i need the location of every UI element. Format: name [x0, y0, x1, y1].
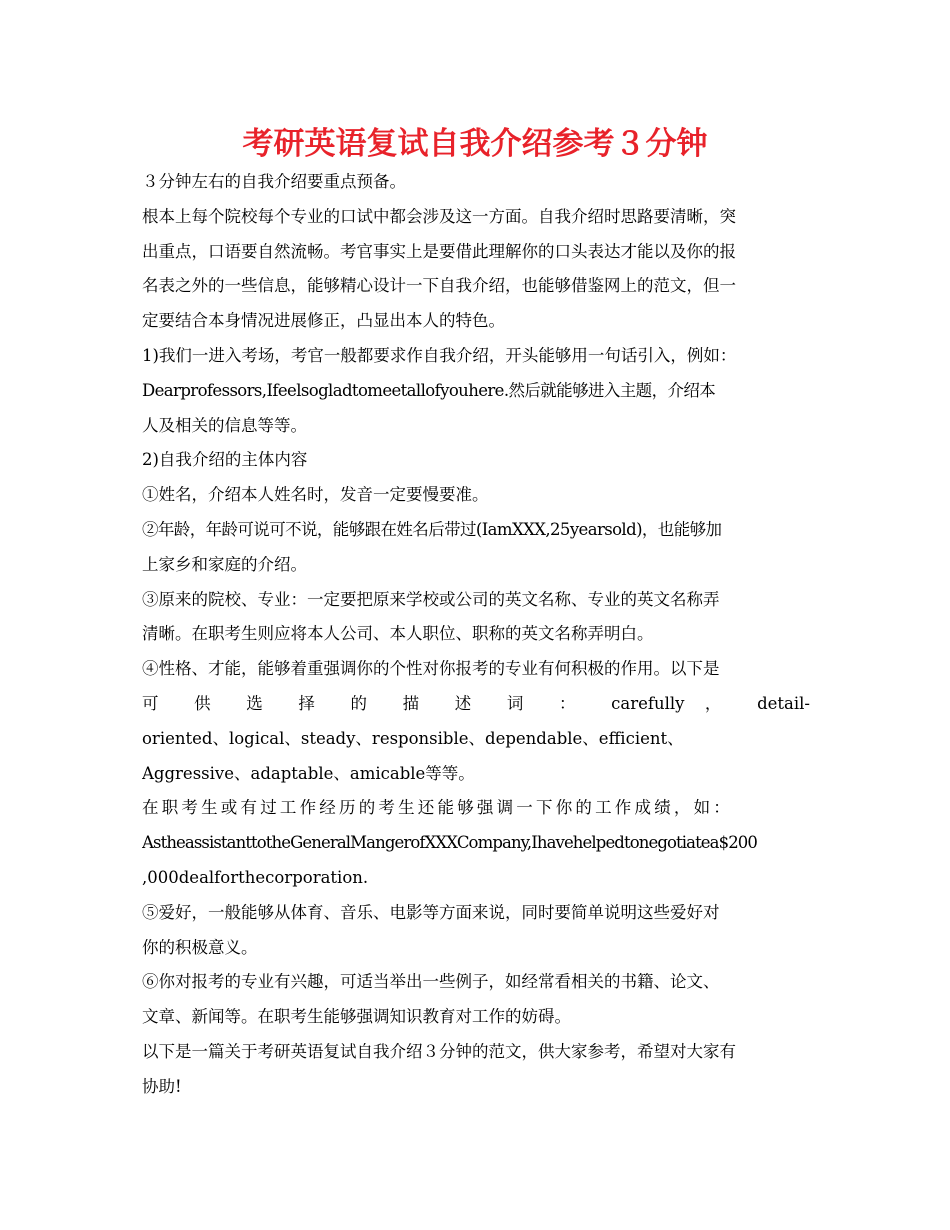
paragraph-line: 出重点，口语要自然流畅。考官事实上是要借此理解你的口头表达才能以及你的报: [142, 241, 736, 261]
paragraph-line: ①姓名，介绍本人姓名时，发音一定要慢要准。: [142, 485, 489, 505]
paragraph-line: 根本上每个院校每个专业的口试中都会涉及这一方面。自我介绍时思路要清晰，突: [142, 206, 736, 226]
paragraph-line: ④性格、才能，能够着重强调你的个性对你报考的专业有何积极的作用。以下是: [142, 659, 720, 679]
paragraph-line: 定要结合本身情况进展修正，凸显出本人的特色。: [142, 311, 505, 331]
paragraph-line: 人及相关的信息等等。: [142, 415, 307, 435]
document-body: [142, 165, 810, 1105]
paragraph-line: Aggressive、adaptable、amicable等等。: [142, 763, 475, 783]
paragraph-line: Dearprofessors,Ifeelsogladtomeetallofyouhere.然后就能够进入主题，介绍本: [142, 380, 716, 400]
paragraph-line: AstheassistanttotheGeneralMangerofXXXCompany,Ihavehelpedtonegotiatea$200: [142, 833, 757, 853]
paragraph-line: 文章、新闻等。在职考生能够强调知识教育对工作的妨碍。: [142, 1007, 571, 1027]
paragraph-line: 上家乡和家庭的介绍。: [142, 554, 307, 574]
paragraph-line: 以下是一篇关于考研英语复试自我介绍３分钟的范文，供大家参考，希望对大家有: [142, 1041, 736, 1061]
paragraph-line: 2)自我介绍的主体内容: [142, 450, 308, 470]
paragraph-line: ②年龄，年龄可说可不说，能够跟在姓名后带过(IamXXX,25yearsold)，也能够加: [142, 519, 722, 539]
paragraph-line: 1)我们一进入考场，考官一般都要求作自我介绍，开头能够用一句话引入，例如：: [142, 345, 737, 365]
document-title: 考研英语复试自我介绍参考３分钟: [242, 126, 708, 162]
paragraph-line: ３分钟左右的自我介绍要重点预备。: [142, 172, 406, 191]
paragraph-line: 清晰。在职考生则应将本人公司、本人职位、职称的英文名称弄明白。: [142, 624, 654, 644]
paragraph-line: ③原来的院校、专业：一定要把原来学校或公司的英文名称、专业的英文名称弄: [142, 589, 720, 609]
paragraph-line: 你的积极意义。: [142, 937, 258, 957]
paragraph-line: 协助!: [142, 1076, 182, 1096]
paragraph-line: ,000dealforthecorporation.: [142, 867, 369, 887]
paragraph-line: 在职考生或有过工作经历的考生还能够强调一下你的工作成绩，如：: [142, 798, 733, 818]
paragraph-line: ⑤爱好，一般能够从体育、音乐、电影等方面来说，同时要简单说明这些爱好对: [142, 902, 720, 922]
paragraph-line: 可 供 选 择 的 描 述 词 ： carefully ， detail-: [142, 693, 810, 713]
paragraph-line: oriented、logical、steady、responsible、dependable、efficient、: [142, 728, 684, 748]
paragraph-line: ⑥你对报考的专业有兴趣，可适当举出一些例子，如经常看相关的书籍、论文、: [142, 972, 720, 992]
paragraph-line: 名表之外的一些信息，能够精心设计一下自我介绍，也能够借鉴网上的范文，但一: [142, 276, 736, 296]
